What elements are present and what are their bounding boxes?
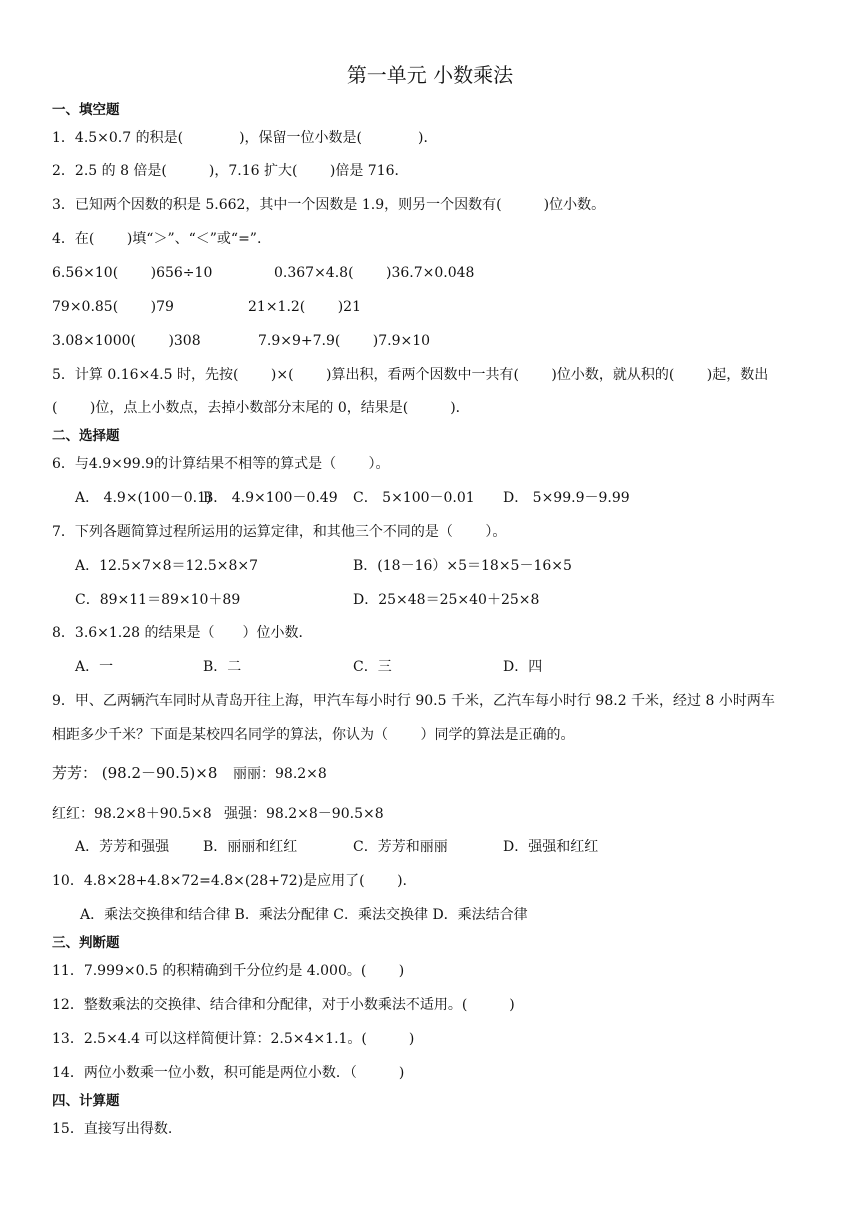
question-8: 8．3.6×1.28 的结果是（ ）位小数． [52, 625, 313, 641]
question-7-option-a: A．12.5×7×8＝12.5×8×7 [75, 558, 259, 574]
question-7: 7．下列各题简算过程所运用的运算定律，和其他三个不同的是（ ）。 [52, 524, 507, 540]
question-1: 1．4.5×0.7 的积是( )，保留一位小数是( )． [52, 130, 438, 146]
question-9-option-c: C．芳芳和丽丽 [353, 839, 448, 855]
page-title: 第一单元 小数乘法 [346, 63, 514, 87]
question-7-option-b: B．(18－16）×5＝18×5－16×5 [353, 558, 572, 574]
question-4-row-2-left: 79×0.85( )79 [52, 299, 174, 315]
question-4-row-1-right: 0.367×4.8( )36.7×0.048 [274, 265, 475, 281]
section-heading-true-false: 三、判断题 [52, 935, 120, 951]
question-9-fangfang-method: 芳芳： (98.2－90.5)×8 [52, 764, 218, 782]
question-7-option-d: D．25×48＝25×40＋25×8 [353, 592, 540, 608]
question-2: 2．2.5 的 8 倍是( )，7.16 扩大( )倍是 716． [52, 163, 409, 179]
question-13: 13．2.5×4.4 可以这样简便计算：2.5×4×1.1。( ) [52, 1031, 415, 1047]
question-8-option-c: C．三 [353, 659, 392, 675]
question-6-option-d: D． 5×99.9－9.99 [503, 490, 630, 506]
question-6-option-c: C． 5×100－0.01 [353, 490, 475, 506]
question-11: 11．7.999×0.5 的积精确到千分位约是 4.000。( ) [52, 963, 405, 979]
question-9-option-a: A．芳芳和强强 [75, 839, 170, 855]
question-9-option-d: D．强强和红红 [503, 839, 599, 855]
question-6: 6．与4.9×99.9的计算结果不相等的算式是（ ）。 [52, 456, 390, 472]
question-7-option-c: C．89×11＝89×10＋89 [75, 592, 241, 608]
question-9-lili-method: 丽丽：98.2×8 [233, 766, 327, 782]
question-4-row-3-right: 7.9×9+7.9( )7.9×10 [258, 333, 431, 349]
question-5-line-2: ( )位，点上小数点，去掉小数部分末尾的 0，结果是( )． [52, 400, 470, 416]
question-8-option-d: D．四 [503, 659, 543, 675]
question-4: 4．在( )填“＞”、“＜”或“=”. [52, 231, 262, 247]
question-12: 12．整数乘法的交换律、结合律和分配律，对于小数乘法不适用。( ) [52, 997, 515, 1013]
question-15: 15．直接写出得数. [52, 1121, 173, 1137]
question-5-line-1: 5．计算 0.16×4.5 时，先按( )×( )算出积，看两个因数中一共有( )位小数，就从积的( )起，数出 [52, 367, 769, 383]
question-10-options: A．乘法交换律和结合律 B．乘法分配律 C．乘法交换律 D．乘法结合律 [80, 907, 528, 923]
question-4-row-2-right: 21×1.2( )21 [248, 299, 361, 315]
question-9-qiangqiang-method: 强强：98.2×8－90.5×8 [224, 806, 384, 822]
question-9-line-1: 9．甲、乙两辆汽车同时从青岛开往上海，甲汽车每小时行 90.5 千米，乙汽车每小时行 98.2 千米，经过 8 小时两车 [52, 693, 775, 709]
section-heading-fill-blank: 一、填空题 [52, 102, 120, 118]
question-8-option-a: A．一 [75, 659, 114, 675]
question-9-option-b: B．丽丽和红红 [203, 839, 298, 855]
question-14: 14．两位小数乘一位小数，积可能是两位小数．（ ) [52, 1065, 405, 1081]
question-9-line-2: 相距多少千米？下面是某校四名同学的算法，你认为（ ）同学的算法是正确的。 [52, 727, 575, 743]
section-heading-multiple-choice: 二、选择题 [52, 428, 120, 444]
question-6-option-a: A． 4.9×(100－0.1) [75, 490, 212, 506]
question-4-row-3-left: 3.08×1000( )308 [52, 333, 201, 349]
question-3: 3．已知两个因数的积是 5.662，其中一个因数是 1.9，则另一个因数有( )位小数。 [52, 197, 606, 213]
section-heading-calculation: 四、计算题 [52, 1093, 120, 1109]
question-10: 10．4.8×28+4.8×72=4.8×(28+72)是应用了( ). [52, 873, 407, 889]
question-6-option-b: B． 4.9×100－0.49 [203, 490, 338, 506]
question-4-row-1-left: 6.56×10( )656÷10 [52, 265, 213, 281]
question-8-option-b: B．二 [203, 659, 242, 675]
question-9-honghong-method: 红红：98.2×8＋90.5×8 [52, 806, 212, 822]
